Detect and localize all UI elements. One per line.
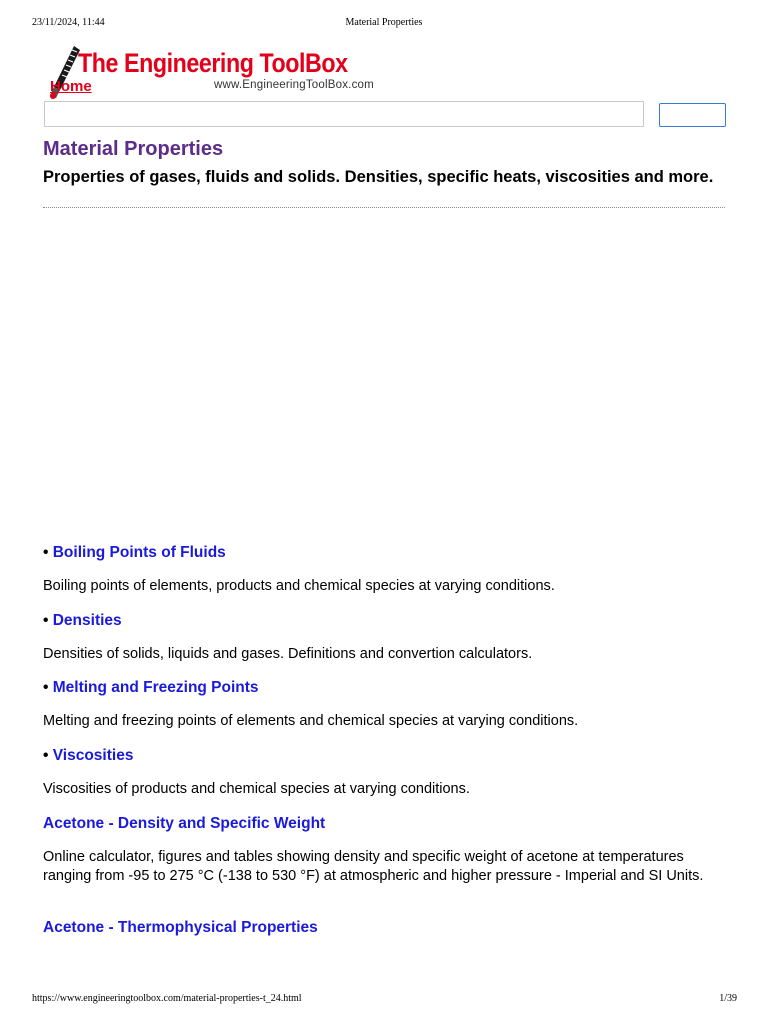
site-logo[interactable] (44, 44, 384, 100)
search-button[interactable] (659, 103, 726, 127)
divider (43, 207, 725, 208)
page-subtitle: Properties of gases, fluids and solids. Densities, specific heats, viscosities and more. (43, 168, 714, 186)
link-text[interactable]: Acetone - Density and Specific Weight (43, 815, 326, 832)
item-description: Densities of solids, liquids and gases. Definitions and convertion calculators. (43, 646, 533, 662)
item-description: Online calculator, figures and tables showing density and specific weight of acetone at temperatures ranging from -95 to 275 °C (-138 to 530 °F) at atmospheric and higher pressure - Imperial and SI Units. (43, 849, 704, 884)
print-datetime: 23/11/2024, 11:44 (32, 17, 105, 28)
print-footer (0, 993, 768, 1007)
item-link-densities[interactable] (43, 612, 122, 630)
item-description: Viscosities of products and chemical species at varying conditions. (43, 781, 470, 797)
item-link-melting-freezing[interactable] (43, 679, 259, 697)
link-text[interactable]: Boiling Points of Fluids (52, 544, 226, 561)
search-input[interactable] (44, 101, 644, 127)
bullet: • (43, 612, 53, 629)
link-text[interactable]: Acetone - Thermophysical Properties (43, 919, 318, 936)
print-header (0, 17, 768, 31)
link-text[interactable]: Melting and Freezing Points (52, 679, 259, 696)
item-description: Boiling points of elements, products and chemical species at varying conditions. (43, 578, 555, 594)
item-link-viscosities[interactable] (43, 747, 133, 765)
logo-title: The Engineering ToolBox (78, 48, 348, 78)
bullet: • (43, 747, 53, 764)
bullet: • (43, 679, 53, 696)
home-link[interactable]: Home (50, 78, 92, 95)
bullet: • (43, 544, 53, 561)
print-title: Material Properties (345, 17, 423, 28)
item-link-boiling-points[interactable] (43, 544, 226, 562)
logo-url-text: www.EngineeringToolBox.com (214, 79, 374, 91)
link-text[interactable]: Viscosities (52, 747, 134, 764)
print-page-number: 1/39 (719, 993, 737, 1004)
link-text[interactable]: Densities (52, 612, 122, 629)
item-description: Melting and freezing points of elements and chemical species at varying conditions. (43, 713, 579, 729)
item-link-acetone-thermophysical[interactable] (43, 919, 318, 937)
item-link-acetone-density[interactable] (43, 815, 325, 833)
page-title: Material Properties (43, 138, 224, 160)
print-url: https://www.engineeringtoolbox.com/material-properties-t_24.html (32, 993, 302, 1004)
